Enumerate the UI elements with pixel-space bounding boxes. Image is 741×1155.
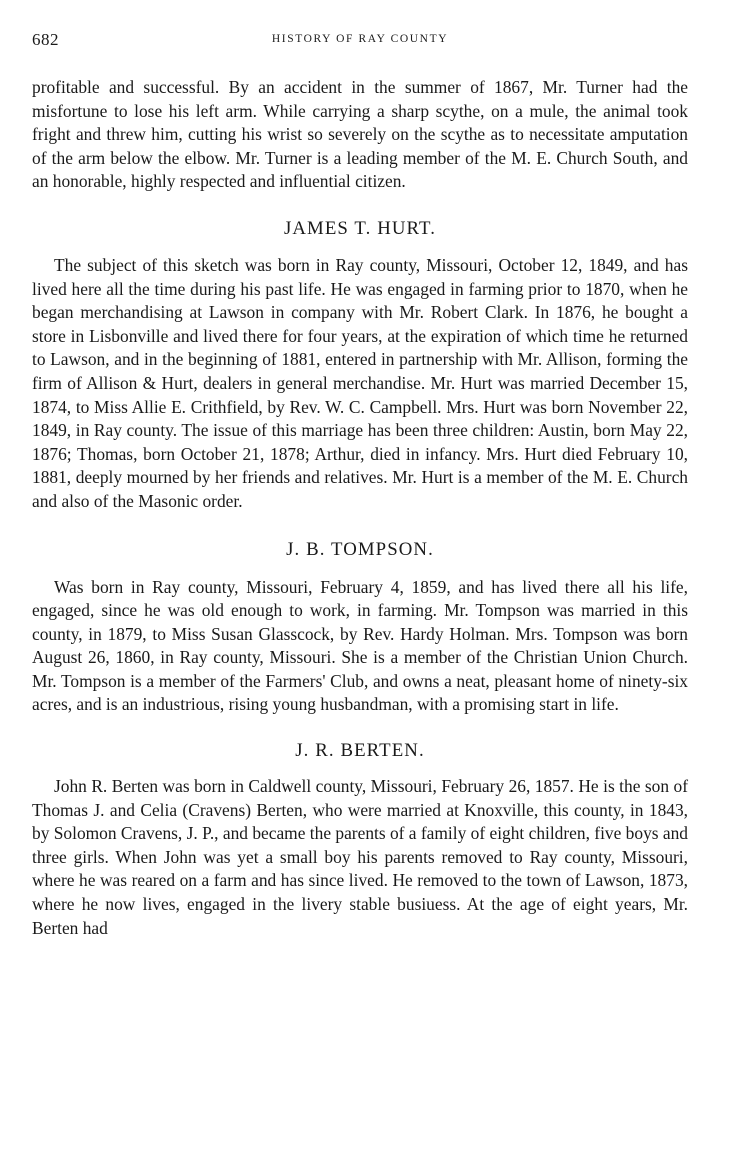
- section-body-berten: John R. Berten was born in Caldwell county, Missouri, February 26, 1857. He is the son of Thomas J. and Celia (Cravens) Berten, who were married at Knoxville, this county, in 1843, by Solomon Cravens, J. P., and became the parents of a family of eight children, five boys and three girls. When John was yet a small boy his parents removed to Ray county, Missouri, where he was reared on a farm and has since lived. He removed to the town of Lawson, 1873, where he now lives, engaged in the livery stable busiuess. At the age of eight years, Mr. Berten had: [32, 776, 688, 938]
- section-heading-hurt: JAMES T. HURT.: [283, 217, 436, 239]
- section-heading-berten: J. R. BERTEN.: [295, 740, 425, 762]
- section-heading-tompson: J. B. TOMPSON.: [286, 538, 434, 560]
- running-title: HISTORY OF RAY COUNTY: [271, 33, 449, 45]
- running-head: [32, 30, 688, 56]
- continued-paragraph: profitable and successful. By an accident in the summer of 1867, Mr. Turner had the misfortune to lose his left arm. While carrying a sharp scythe, on a mule, the animal took fright and threw him, cutting his wrist so severely on the scythe as to necessitate amputation of the arm below the elbow. Mr. Turner is a leading member of the M. E. Church South, and an honorable, highly respected and influential citizen.: [32, 77, 688, 192]
- page-number: 682: [32, 30, 59, 49]
- section-body-tompson: Was born in Ray county, Missouri, February 4, 1859, and has lived there all his life, engaged, since he was old enough to work, in farming. Mr. Tompson was married in this county, in 1879, to Miss Susan Glasscock, by Rev. Hardy Holman. Mrs. Tompson was born August 26, 1860, in Ray county, Missouri. She is a member of the Christian Union Church. Mr. Tompson is a member of the Farmers' Club, and owns a neat, pleasant home of ninety-six acres, and is an industrious, rising young husbandman, with a promising start in life.: [32, 576, 688, 715]
- book-page: [32, 30, 688, 940]
- section-body-hurt: The subject of this sketch was born in Ray county, Missouri, October 12, 1849, and has lived here all the time during his past life. He was engaged in farming prior to 1870, when he began merchandising at Lawson in company with Mr. Robert Clark. In 1876, he bought a store in Lisbonville and lived there for four years, at the expiration of which time he returned to Lawson, and in the beginning of 1881, entered in partnership with Mr. Allison, forming the firm of Allison & Hurt, dealers in general merchandise. Mr. Hurt was married December 15, 1874, to Miss Allie E. Crithfield, by Rev. W. C. Campbell. Mrs. Hurt was born November 22, 1849, in Ray county. The issue of this marriage has been three children: Austin, born May 22, 1876; Thomas, born October 21, 1878; Arthur, died in infancy. Mrs. Hurt died February 10, 1881, deeply mourned by her friends and relatives. Mr. Hurt is a member of the M. E. Church and also of the Masonic order.: [32, 254, 688, 511]
